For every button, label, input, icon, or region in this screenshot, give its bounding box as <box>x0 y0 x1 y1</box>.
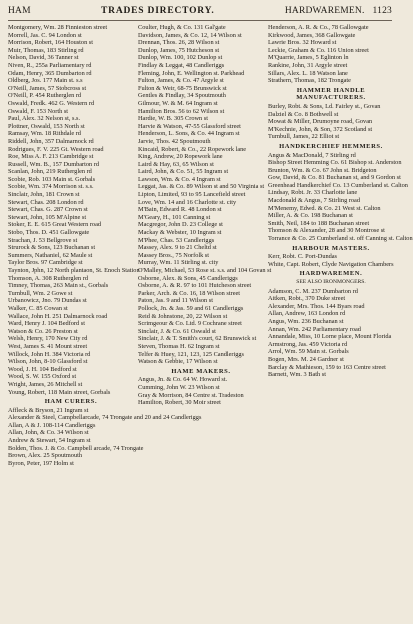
directory-entry: Affleck & Bryson, 21 Ingram st <box>8 406 89 414</box>
directory-entry: Stoker, E. E. 615 Great Western road <box>8 221 102 229</box>
header-title: TRADES DIRECTORY. <box>101 6 215 16</box>
directory-entry: Rankine, John, 31 Argyle street <box>268 61 348 69</box>
directory-entry: Osborne, Alex. & Sons, 45 Candleriggs <box>138 274 238 282</box>
directory-entry: King, Andrew, 20 Ropework lane <box>138 153 223 161</box>
directory-entry: Alexander, Mrs. Thos. 144 Byars road <box>268 302 365 310</box>
directory-entry: Allan, Andrew, 163 London rd <box>268 310 346 318</box>
directory-entry: Odam, Henry, 365 Dumbarton rd <box>8 69 92 77</box>
directory-entry: Gray & Morrison, 84 Centre st. Tradeston <box>138 391 244 399</box>
directory-entry: Osborne, A. & R. 97 to 101 Hutcheson street <box>138 282 252 290</box>
page-header <box>8 4 392 18</box>
directory-entry: Paton, Jas. 9 and 11 Wilson st <box>138 297 213 305</box>
directory-entry: Allan, A & J. 108-114 Candleriggs <box>8 421 96 429</box>
directory-entry: Watson & Gebbie, 17 Wilson st <box>138 358 218 366</box>
directory-entry: Adamson, C. M. 237 Dumbarton rd <box>268 287 358 295</box>
directory-entry: Leckie, Graham & Co. 116 Union street <box>268 46 369 54</box>
directory-entry: Macdonald & Angus, 7 Stirling road <box>268 197 360 205</box>
directory-entry: Dunlop, James, 75 Hutcheson st <box>138 46 220 54</box>
directory-entry: Timney, Thomas, 263 Main st., Gorbals <box>8 282 109 290</box>
directory-entry: White, Capt. Robert, Clyde Navigation Chambers <box>268 260 394 268</box>
section-heading: HAME MAKERS. <box>171 367 231 375</box>
header-right-group <box>285 4 392 18</box>
directory-entry: Wood, S. W. 155 Oxford st <box>8 373 77 381</box>
directory-entry: Scobie, Rob. 103 Main st. Gorbals <box>8 175 96 183</box>
directory-entry: Stewart, John, 105 M'Alpine st <box>8 213 87 221</box>
directory-entry: Davidson, James, & Co. 12, 14 Wilson st <box>138 31 242 39</box>
directory-entry: Lindsay, Robt. Jr. 33 Charlotte lane <box>268 189 358 197</box>
directory-entry: Ramsay, Wm. 18 Rithdale rd <box>8 130 81 138</box>
directory-entry: Gentles & Findlay, 34 Spoutmouth <box>138 92 226 100</box>
directory-entry: Annandale, Miss, 10 Lorne place, Mount Florida <box>268 333 392 341</box>
directory-entry: Summers, Nathaniel, 62 Maule st <box>8 251 93 259</box>
directory-entry: Leggat, Jas. & Co. 89 Wilson st and 50 Virginia st <box>138 183 265 191</box>
directory-entry: Findlay & Leggat, 48 Candleriggs <box>138 61 225 69</box>
column-3 <box>268 24 413 620</box>
directory-entry: Greenhead Handkerchief Co. 13 Cumberland st. Calton <box>268 181 408 189</box>
directory-entry: Andrew & Stewart, 54 Ingram st <box>8 437 91 445</box>
directory-entry: Annan, Wm. 242 Parliamentary road <box>268 325 361 333</box>
directory-entry: Allan, John, & Co. 34 Wilson st <box>8 429 89 437</box>
directory-entry: Angus & MacDonald, 7 Stirling rd <box>268 151 356 159</box>
directory-entry: Kincaid, Robert, & Co., 22 Ropework lane <box>138 145 247 153</box>
directory-entry: Morrison, Robert, 164 Houston st <box>8 39 94 47</box>
directory-entry: O'Neill, P. 454 Rutherglen rd <box>8 92 82 100</box>
directory-entry: Smith, Neil, 184 to 188 Buchanan street <box>268 219 370 227</box>
directory-entry: Love, Wm. 14 and 16 Charlotte st. city <box>138 198 237 206</box>
directory-entry: Watson & Co. 26 Preston st <box>8 327 78 335</box>
directory-entry: Brown, Alex. 25 Spoutmouth <box>8 452 82 460</box>
directory-entry: M'Kechnie, John, & Son, 372 Scotland st <box>268 125 373 133</box>
directory-entry: Strachan, J. 53 Bellgrove st <box>8 236 78 244</box>
directory-entry: Mackay & Webster, 10 Ingram st <box>138 229 222 237</box>
directory-entry: Turnbull, James, 22 Elliot st <box>268 133 340 141</box>
directory-entry: Macgregor, John D. 23 College st <box>138 221 223 229</box>
directory-entry: Nelson, David, 36 Tanner st <box>8 54 79 62</box>
directory-entry: O'Neill, James, 57 Stobcross st <box>8 84 87 92</box>
directory-entry: Lipton, Limited, 93 to 95 Lancefield street <box>138 191 246 199</box>
directory-entry: Angus, Jn. & Co. 64 W. Howard st. <box>138 376 228 384</box>
directory-entry: Jarvie, Thos. 42 Spoutmouth <box>138 137 211 145</box>
directory-entry: Laird, John, & Co. 51, 55 Ingram st <box>138 168 229 176</box>
directory-entry: Murray, Wm. 11 Stirling st. city <box>138 259 219 267</box>
directory-entry: Lawrie Bros. 32 Howard st <box>268 39 337 47</box>
directory-entry: Willock, John H. 384 Victoria rd <box>8 350 91 358</box>
directory-entry: Byron, Peter, 197 Holm st <box>8 459 74 467</box>
directory-entry: Plottner, Oswald, 153 North st <box>8 122 85 130</box>
directory-entry: Paul, Alex. 32 Nelson st, s.s. <box>8 115 81 123</box>
directory-entry: Barnett, Wm. 3 Bath st <box>268 371 326 379</box>
directory-entry: Armstrong, Jas. 459 Victoria rd <box>268 340 348 348</box>
directory-entry: Welsh, Henry, 170 New City rd <box>8 335 88 343</box>
directory-entry: M'Bain, Edward R. 48 London st <box>138 206 222 214</box>
directory-entry: Reid & Johnstone, 20, 22 Wilson st <box>138 312 228 320</box>
directory-entry: Stewart, Chas. 208 London rd <box>8 198 84 206</box>
directory-entry: Turnbull, Wm. 2 Gowe st <box>8 289 73 297</box>
directory-entry: Wilson, John, 8-10 Glassford st <box>8 358 88 366</box>
directory-entry: Torrance & Co. 25 Cumberland st. off Canning st. Calton <box>268 235 413 243</box>
directory-entry: Fulton, James, & Co. 47 Argyle st <box>138 77 224 85</box>
directory-entry: M'Menemy, Edwd. & Co. 21 West st. Calton <box>268 204 381 212</box>
directory-entry: Stewart, Chas. G. 287 Crown st <box>8 206 88 214</box>
header-section: HARDWAREMEN. <box>284 6 365 16</box>
directory-entry: Henderson, L. Sons, & Co. 44 Ingram st <box>138 130 240 138</box>
section-heading: HAM CURERS. <box>44 398 98 406</box>
directory-entry: Wood, J. H. 104 Bedford st <box>8 365 77 373</box>
directory-entry: Hamilton, Robert, 30 Moir street <box>138 399 221 407</box>
section-heading: HARBOUR MASTERS. <box>292 244 370 252</box>
directory-entry: Sinclair, John, 181 Crown st <box>8 191 80 199</box>
directory-entry: Miller, A. & Co. 198 Buchanan st <box>268 212 353 220</box>
directory-entry: Dunlop, Wm. 100, 102 Dunlop st <box>138 54 223 62</box>
directory-entry: Walker, C. 85 Cowan st <box>8 304 68 312</box>
directory-entry: Cumming, John W. 23 Wilson st <box>138 383 220 391</box>
directory-entry: Steven, Thomas H. 62 Ingram st <box>138 342 220 350</box>
directory-entry: Russell, Wm. B., 157 Dumbarton rd <box>8 160 100 168</box>
directory-entry: Bogen, Mrs. M. 24 Gardner st <box>268 355 344 363</box>
directory-entry: Riddell, John, 357 Dalmarnock rd <box>8 137 94 145</box>
directory-entry: Urbanowicz, Jno. 79 Dundas st <box>8 297 87 305</box>
section-heading: HANDKERCHIEF HEMMERS. <box>279 142 383 150</box>
directory-entry: Montgomery, Wm. 28 Finnieston street <box>8 24 108 31</box>
directory-entry: Strathern, Thomas, 182 Trongate <box>268 77 351 85</box>
directory-entry: Oldberg, Jos. 177 Main st. s.s <box>8 77 83 85</box>
directory-entry: Coulter, Hugh, & Co. 131 Gal'gate <box>138 24 226 31</box>
directory-entry: Massey Bros., 75 Norfolk st <box>138 251 210 259</box>
directory-entry: Oswald, Fredk. 462 G. Western rd <box>8 99 95 107</box>
directory-entry: Ward, Henry J. 104 Bedford st <box>8 320 85 328</box>
directory-entry: M'Phee, Chas. 53 Candleriggs <box>138 236 215 244</box>
directory-entry: Laird & Hay, 63, 65 Wilson st <box>138 160 214 168</box>
directory-entry: Henderson, A. R. & Co., 78 Gallowgate <box>268 24 369 31</box>
directory-entry: Sinclair, J. & Co. 61 Oswald st <box>138 327 216 335</box>
directory-entry: Fulton & Weir, 68-75 Brunswick st <box>138 84 227 92</box>
directory-entry: Thomson & Alexander, 28 and 30 Montrose st <box>268 227 385 235</box>
directory-entry: Brunton, Wm. & Co. 67 John st. Bridgeton <box>268 166 377 174</box>
header-left: HAM <box>8 6 31 16</box>
directory-entry: Young, Robert, 118 Main street, Gorbals <box>8 388 111 396</box>
directory-entry: Scobie, Wm. 374 Morrison st. s.s. <box>8 183 94 191</box>
directory-entry: Burley, Robt. & Sons, Ld. Fairley st., Govan <box>268 102 381 110</box>
directory-entry: Angus, Wm. 236 Buchanan st <box>268 317 344 325</box>
directory-entry: M'Quarrie, James, 5 Eglinton ln <box>268 54 349 62</box>
directory-entry: Lawson, Wm. & Co. 4 Ingram st <box>138 175 221 183</box>
directory-entry: Kerr, Robt. C. Port-Dundas <box>268 253 338 261</box>
directory-entry: Bolden, Thos. J. & Co. Campbell arcade, 74 Trongate <box>8 444 144 452</box>
directory-entry: Strurock & Sons, 123 Buchanan st <box>8 244 96 252</box>
section-heading: HARDWAREMEN. <box>299 270 363 278</box>
directory-entry: Parker, Arch. & Co. 16, 18 Wilson street <box>138 289 241 297</box>
directory-entry: O'Malley, Michael, 53 Rose st. s.s. and 104 Govan st <box>138 267 272 274</box>
directory-entry: Massey, Alex. 9 to 21 Cheltd st <box>138 244 217 252</box>
directory-entry: Hardie, W. B. 305 Crown st <box>138 115 208 123</box>
directory-entry: Telfer & Huey, 121, 123, 125 Candleriggs <box>138 350 245 358</box>
directory-entry: Morrell, Jas. C. 94 London st <box>8 31 82 39</box>
directory-entry: Arrol, Wm. 59 Main st. Gorbals <box>268 348 349 356</box>
directory-entry: Sillars, Alex. L. 18 Watson lane <box>268 69 348 77</box>
directory-entry: Thomson, A. 308 Rutherglen rd <box>8 274 88 282</box>
directory-entry: Fleming, John, E. Wellington st. Parkhead <box>138 69 245 77</box>
directory-entry: Rodrigues, F. V. 225 Gt. Western road <box>8 145 104 153</box>
directory-entry: Pollock, Jn. & Jas. 59 and 61 Candleriggs <box>138 304 244 312</box>
directory-entry: Wallace, John H. 251 Dalmarnock road <box>8 312 108 320</box>
directory-entry: Sinclair, J. & T. Smith's court, 62 Brunswick st <box>138 335 257 343</box>
directory-entry: Taynton, Jphn, 12 North plantaon, St. Enoch Station <box>8 267 140 274</box>
directory-entry: West, James S. 41 Mount street <box>8 342 88 350</box>
directory-entry: Dalziel & Co. 8 Bothwell st <box>268 110 339 118</box>
directory-entry: M'Geary, H., 101 Canning st <box>138 213 211 221</box>
directory-entry: Scanlan, John, 219 Rutherglen rd <box>8 168 92 176</box>
directory-entry: Barclay & Mathieson, 159 to 163 Centre street <box>268 363 386 371</box>
directory-entry: Harvie & Watson, 47-55 Glassford street <box>138 122 241 130</box>
directory-entry: Drennan, Thos. 26, 28 Wilson st <box>138 39 220 47</box>
directory-entry: Scrimgeour & Co. Ltd. 9 Cochrane street <box>138 320 242 328</box>
directory-entry: Aitken, Robt., 370 Duke street <box>268 295 346 303</box>
column-2 <box>138 24 272 620</box>
directory-entry: Kirkwood, James, 368 Gallowgate <box>268 31 356 39</box>
directory-entry: Wright, James, 26 Mitchell st <box>8 380 83 388</box>
directory-entry: Gilmour, W. & M. 64 Ingram st <box>138 99 218 107</box>
directory-entry: Oswald, F. 153 North st <box>8 107 69 115</box>
directory-entry: Alexander & Steel, Campbellarcade, 74 Trongate and 20 and 24 Candleriggs <box>8 414 202 422</box>
section-heading: HAMMER HANDLE MANUFACTURERS. <box>296 86 366 102</box>
section-note: SEE ALSO IRONMONGERS. <box>296 279 366 285</box>
directory-entry: Stobo, Thos. D. 451 Gallowgate <box>8 229 90 237</box>
directory-entry: Muir, Thomas, 183 Stirling rd <box>8 46 84 54</box>
page-number: 1123 <box>372 6 392 16</box>
directory-entry: Gow, David, & Co. 81 Buchanan st, and 9 Gordon st <box>268 174 401 182</box>
directory-entry: Roe, Miss A. F. 213 Cambridge st <box>8 153 94 161</box>
directory-entry: Hamilton Bros. 56 to 62 Wilson st <box>138 107 225 115</box>
directory-entry: Bishop Street Hemming Co. 61 Bishop st. Anderston <box>268 159 402 167</box>
directory-entry: Niven, R., 255a Parliamentary rd <box>8 61 92 69</box>
header-rule <box>8 20 392 21</box>
directory-entry: Mowat & Miller, Drumoyne road, Govan <box>268 118 373 126</box>
directory-entry: Taylor Bros. 97 Cambridge st <box>8 259 83 267</box>
